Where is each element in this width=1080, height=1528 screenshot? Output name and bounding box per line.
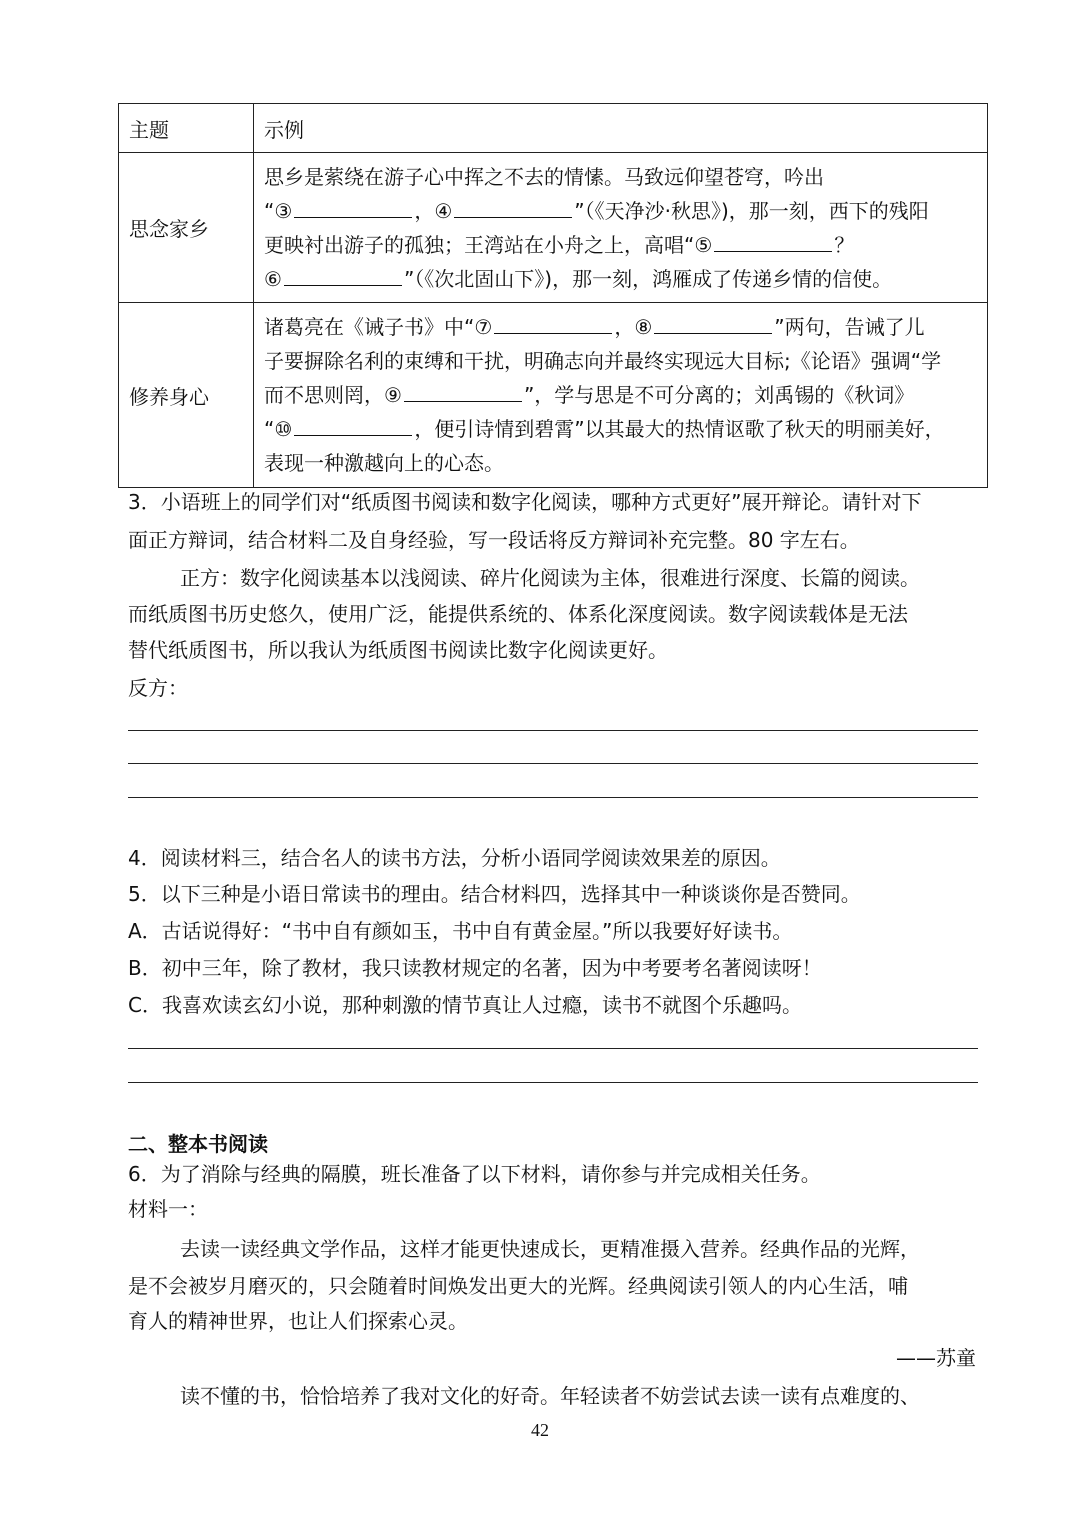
question-4: 4．阅读材料三，结合名人的读书方法，分析小语同学阅读效果差的原因。 [128,846,781,870]
example-text: ”两句，告诫了儿 [774,315,925,339]
fill-in-blank[interactable] [404,383,522,402]
example-text: 表现一种激越向上的心态。 [264,451,504,475]
theme-label: 修养身心 [129,384,209,409]
pro-argument-line: 正方：数字化阅读基本以浅阅读、碎片化阅读为主体，很难进行深度、长篇的阅读。 [180,566,920,590]
table-row [119,153,988,303]
blank-number: ③ [274,198,293,223]
header-label: 主题 [129,117,169,142]
blank-number: ④ [434,198,453,223]
example-line [264,160,987,194]
example-text: ”，学与思是不可分离的；刘禹锡的《秋词》 [523,383,915,407]
answer-line[interactable] [128,1082,978,1083]
example-text: 而不思则罔， [264,383,384,407]
option-a: A．古话说得好：“书中自有颜如玉，书中自有黄金屋。”所以我要好好读书。 [128,919,793,943]
blank-number: ⑧ [634,315,653,339]
example-text: “ [264,198,275,223]
con-label: 反方： [128,676,188,700]
page-number: 42 [531,1420,549,1440]
theme-label: 思念家乡 [129,217,209,241]
section-heading: 二、整本书阅读 [128,1132,268,1156]
example-line [264,344,987,378]
example-line [264,228,987,262]
blank-number: ⑨ [384,383,402,407]
example-line [264,412,987,446]
example-text: 更映衬出游子的孤独；王湾站在小舟之上，高唱“ [264,232,695,257]
question-5: 5．以下三种是小语日常读书的理由。结合材料四，选择其中一种谈谈你是否赞同。 [128,882,861,906]
example-text: 思乡是萦绕在游子心中挥之不去的情愫。马致远仰望苍穹，吟出 [264,164,824,189]
table-header-example [254,104,988,153]
fill-in-blank[interactable] [654,315,772,334]
fill-in-blank[interactable] [294,199,412,218]
material-paragraph-line: 读不懂的书，恰恰培养了我对文化的好奇。年轻读者不妨尝试去读一读有点难度的、 [180,1384,920,1408]
table-header-theme [119,104,254,153]
answer-line[interactable] [128,730,978,731]
example-cell [254,303,988,488]
example-line [264,378,987,412]
fill-in-blank[interactable] [294,417,412,436]
fill-in-blank[interactable] [714,233,832,252]
blank-number: ⑦ [474,315,493,339]
blank-number: ⑩ [274,417,293,441]
pro-argument-line: 而纸质图书历史悠久，使用广泛，能提供系统的、体系化深度阅读。数字阅读载体是无法 [128,602,908,626]
theme-cell [119,303,254,488]
option-b: B．初中三年，除了教材，我只读教材规定的名著，因为中考要考名著阅读呀！ [128,956,822,980]
answer-line[interactable] [128,797,978,798]
material-label: 材料一： [128,1197,208,1221]
pro-argument-line: 替代纸质图书，所以我认为纸质图书阅读比数字化阅读更好。 [128,638,668,662]
fill-in-blank[interactable] [284,267,402,286]
example-line [264,446,987,480]
question-3-line: 面正方辩词，结合材料二及自身经验，写一段话将反方辩词补充完整。80 字左右。 [128,528,860,552]
question-3-line: 3．小语班上的同学们对“纸质图书阅读和数字化阅读，哪种方式更好”展开辩论。请针对下 [128,490,922,514]
material-paragraph-line: 是不会被岁月磨灭的，只会随着时间焕发出更大的光辉。经典阅读引领人的内心生活，哺 [128,1274,908,1298]
theme-cell [119,153,254,303]
example-text: “ [264,417,275,441]
example-text: ”（《次北固山下》)，那一刻，鸿雁成了传递乡情的信使。 [403,266,893,291]
example-text: ，便引诗情到碧霄”以其最大的热情讴歌了秋天的明丽美好， [414,417,945,441]
fill-in-blank[interactable] [494,315,612,334]
question-6: 6．为了消除与经典的隔膜，班长准备了以下材料，请你参与并完成相关任务。 [128,1162,821,1186]
answer-line[interactable] [128,763,978,764]
material-paragraph-line: 去读一读经典文学作品，这样才能更快速成长，更精准摄入营养。经典作品的光辉， [180,1237,920,1261]
material-paragraph-line: 育人的精神世界，也让人们探索心灵。 [128,1309,468,1333]
example-line [264,310,987,344]
example-text: 诸葛亮在《诫子书》中“ [264,315,475,339]
theme-table [118,103,988,488]
example-line [264,262,987,296]
answer-line[interactable] [128,1048,978,1049]
example-cell [254,153,988,303]
example-text: 子要摒除名利的束缚和干扰，明确志向并最终实现远大目标;《论语》强调“学 [264,349,942,373]
example-text: ， [614,315,635,339]
example-text: ， [414,198,435,223]
blank-number: ⑤ [694,232,713,257]
blank-number: ⑥ [264,266,282,291]
example-text: ”（《天净沙·秋思》)，那一刻，西下的残阳 [574,198,929,223]
header-label: 示例 [264,117,304,142]
example-line [264,194,987,228]
option-c: C．我喜欢读玄幻小说，那种刺激的情节真让人过瘾，读书不就图个乐趣吗。 [128,993,802,1017]
example-text: ？ [834,232,855,257]
attribution: ——苏童 [896,1346,976,1370]
fill-in-blank[interactable] [454,199,572,218]
table-row [119,303,988,488]
